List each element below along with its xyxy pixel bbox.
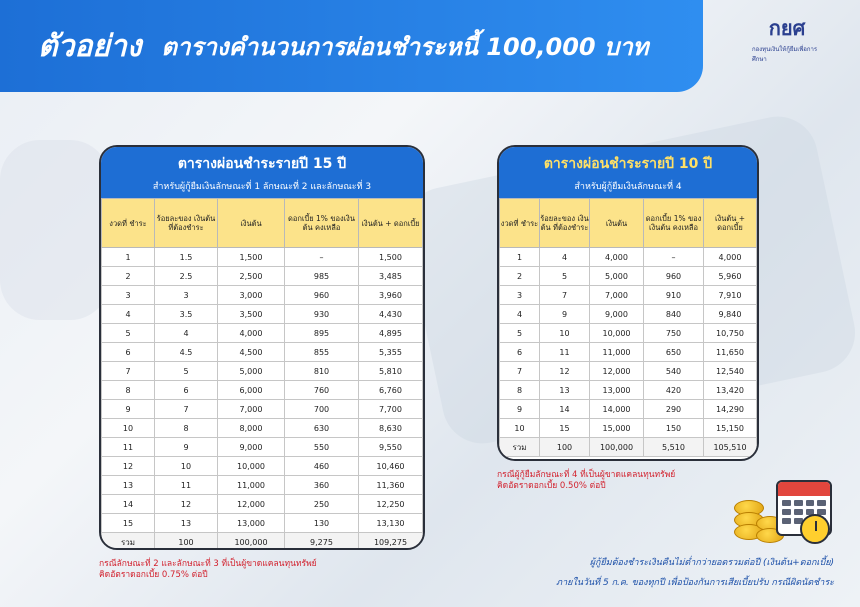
table-cell: 700 — [285, 400, 359, 419]
total-cell: รวม — [102, 533, 155, 551]
footer-line1: ผู้กู้ยืมต้องชำระเงินคืนไม่ต่ำกว่ายอดรวมต่อปี (เงินต้น+ดอกเบี้ย) — [589, 558, 834, 568]
table-cell: 10,000 — [218, 457, 285, 476]
table-15-note-line2: คิดอัตราดอกเบี้ย 0.75% ต่อปี — [99, 570, 208, 580]
table-cell: 460 — [285, 457, 359, 476]
table-cell: 15,000 — [590, 419, 644, 438]
logo-mark: กยศ — [768, 16, 806, 40]
table-cell: 14 — [540, 400, 590, 419]
table-cell: 4,500 — [218, 343, 285, 362]
table-row — [102, 438, 423, 457]
total-cell: 105,510 — [704, 438, 757, 457]
table-cell: 1 — [500, 248, 540, 267]
table-15-subtitle: สำหรับผู้กู้ยืมเงินลักษณะที่ 1 ลักษณะที่ 2 และลักษณะที่ 3 — [152, 182, 372, 192]
table-15-note — [99, 559, 317, 581]
table-cell: 9,550 — [359, 438, 423, 457]
table-cell: 5 — [102, 324, 155, 343]
table-cell: 12 — [155, 495, 218, 514]
table-10-note-line1: กรณีผู้กู้ยืมลักษณะที่ 4 ที่เป็นผู้ขาดแคลนทุนทรัพย์ — [497, 470, 676, 480]
table-row — [500, 362, 757, 381]
table-row — [500, 419, 757, 438]
clock-icon — [800, 514, 830, 544]
table-cell: 630 — [285, 419, 359, 438]
table-cell: 8,630 — [359, 419, 423, 438]
col-header-total: เงินต้น + ดอกเบี้ย — [704, 199, 757, 248]
table-10-years — [497, 145, 759, 461]
table-cell: 4,000 — [218, 324, 285, 343]
table-row — [102, 514, 423, 533]
table-cell: 13,420 — [704, 381, 757, 400]
table-cell: 10 — [102, 419, 155, 438]
table-cell: 11,650 — [704, 343, 757, 362]
table-cell: 7 — [500, 362, 540, 381]
table-15-title: ตารางผ่อนชำระรายปี 15 ปี — [177, 156, 347, 172]
table-cell: 3,500 — [218, 305, 285, 324]
table-cell: 11,000 — [590, 343, 644, 362]
table-cell: 6 — [102, 343, 155, 362]
table-cell: 4 — [540, 248, 590, 267]
table-cell: 750 — [644, 324, 704, 343]
table-row — [102, 457, 423, 476]
table-cell: 9 — [500, 400, 540, 419]
page-title: ตารางคำนวนการผ่อนชำระหนี้ 100,000 บาท — [161, 32, 649, 61]
table-15-note-line1: กรณีลักษณะที่ 2 และลักษณะที่ 3 ที่เป็นผู้ขาดแคลนทุนทรัพย์ — [99, 559, 317, 569]
table-cell: 11 — [102, 438, 155, 457]
table-row — [500, 324, 757, 343]
table-cell: 360 — [285, 476, 359, 495]
table-row — [102, 495, 423, 514]
table-cell: 9,000 — [590, 305, 644, 324]
table-row — [102, 267, 423, 286]
table-cell: 9 — [155, 438, 218, 457]
table-15-header — [101, 147, 423, 198]
total-cell: 5,510 — [644, 438, 704, 457]
table-cell: 960 — [285, 286, 359, 305]
footer-note — [556, 553, 834, 593]
table-cell: 13 — [540, 381, 590, 400]
background-hand-shape — [0, 140, 110, 320]
col-header-principal: เงินต้น — [218, 199, 285, 248]
col-header-installment: งวดที่ ชำระ — [102, 199, 155, 248]
table-cell: 14,000 — [590, 400, 644, 419]
table-row — [500, 305, 757, 324]
table-cell: 5,355 — [359, 343, 423, 362]
table-cell: 12,540 — [704, 362, 757, 381]
table-15-grid — [101, 198, 423, 550]
organization-logo — [752, 12, 822, 63]
table-10-note — [497, 470, 675, 492]
table-cell: 290 — [644, 400, 704, 419]
table-cell: 130 — [285, 514, 359, 533]
table-row — [102, 305, 423, 324]
footer-line2: ภายในวันที่ 5 ก.ค. ของทุกปี เพื่อป้องกันการเสียเบี้ยปรับ กรณีผิดนัดชำระ — [556, 578, 834, 588]
table-cell: – — [285, 248, 359, 267]
table-row — [102, 362, 423, 381]
table-10-grid — [499, 198, 757, 457]
table-cell: 4 — [102, 305, 155, 324]
table-cell: 13,000 — [590, 381, 644, 400]
table-cell: 5,960 — [704, 267, 757, 286]
table-cell: 855 — [285, 343, 359, 362]
table-cell: 3 — [500, 286, 540, 305]
table-cell: 9 — [102, 400, 155, 419]
table-cell: 10 — [500, 419, 540, 438]
table-cell: 3,960 — [359, 286, 423, 305]
table-cell: 5,810 — [359, 362, 423, 381]
col-header-interest: ดอกเบี้ย 1% ของเงินต้น คงเหลือ — [285, 199, 359, 248]
table-15-years — [99, 145, 425, 550]
table-total-row — [102, 533, 423, 551]
total-cell: 9,275 — [285, 533, 359, 551]
table-cell: 840 — [644, 305, 704, 324]
table-row — [500, 400, 757, 419]
table-cell: 4,000 — [590, 248, 644, 267]
table-cell: 10,460 — [359, 457, 423, 476]
table-cell: 5 — [500, 324, 540, 343]
table-cell: 7 — [540, 286, 590, 305]
table-cell: 12,000 — [218, 495, 285, 514]
table-cell: 6,760 — [359, 381, 423, 400]
table-cell: 2.5 — [155, 267, 218, 286]
table-cell: 7 — [155, 400, 218, 419]
table-cell: – — [644, 248, 704, 267]
col-header-installment: งวดที่ ชำระ — [500, 199, 540, 248]
table-row — [102, 476, 423, 495]
table-cell: 10 — [540, 324, 590, 343]
table-cell: 760 — [285, 381, 359, 400]
logo-subtext: กองทุนเงินให้กู้ยืมเพื่อการศึกษา — [752, 46, 818, 63]
col-header-principal: เงินต้น — [590, 199, 644, 248]
table-cell: 5,000 — [218, 362, 285, 381]
table-cell: 7,910 — [704, 286, 757, 305]
table-cell: 8,000 — [218, 419, 285, 438]
total-cell: 100,000 — [218, 533, 285, 551]
table-row — [102, 286, 423, 305]
table-cell: 12 — [102, 457, 155, 476]
table-cell: 1.5 — [155, 248, 218, 267]
total-cell: 100,000 — [590, 438, 644, 457]
table-10-title: ตารางผ่อนชำระรายปี 10 ปี — [543, 156, 713, 172]
total-cell: 100 — [540, 438, 590, 457]
table-10-note-line2: คิดอัตราดอกเบี้ย 0.50% ต่อปี — [497, 481, 606, 491]
table-cell: 11 — [155, 476, 218, 495]
table-row — [500, 381, 757, 400]
table-cell: 14,290 — [704, 400, 757, 419]
table-cell: 960 — [644, 267, 704, 286]
table-cell: 550 — [285, 438, 359, 457]
example-label: ตัวอย่าง — [38, 28, 142, 64]
table-cell: 3,000 — [218, 286, 285, 305]
table-cell: 2 — [500, 267, 540, 286]
table-cell: 9,840 — [704, 305, 757, 324]
table-row — [500, 286, 757, 305]
table-cell: 650 — [644, 343, 704, 362]
table-cell: 810 — [285, 362, 359, 381]
table-cell: 5 — [155, 362, 218, 381]
table-cell: 3 — [102, 286, 155, 305]
col-header-percent: ร้อยละของ เงินต้น ที่ต้องชำระ — [155, 199, 218, 248]
table-cell: 985 — [285, 267, 359, 286]
table-cell: 2,500 — [218, 267, 285, 286]
table-row — [500, 248, 757, 267]
table-cell: 1,500 — [359, 248, 423, 267]
total-cell: รวม — [500, 438, 540, 457]
table-cell: 7,000 — [590, 286, 644, 305]
table-cell: 5,000 — [590, 267, 644, 286]
table-cell: 15 — [540, 419, 590, 438]
table-row — [102, 400, 423, 419]
col-header-total: เงินต้น + ดอกเบี้ย — [359, 199, 423, 248]
table-cell: 7,700 — [359, 400, 423, 419]
table-cell: 540 — [644, 362, 704, 381]
table-cell: 12 — [540, 362, 590, 381]
table-cell: 14 — [102, 495, 155, 514]
table-cell: 8 — [102, 381, 155, 400]
table-cell: 10,750 — [704, 324, 757, 343]
table-cell: 11 — [540, 343, 590, 362]
table-10-subtitle: สำหรับผู้กู้ยืมเงินลักษณะที่ 4 — [574, 182, 682, 192]
col-header-percent: ร้อยละของ เงินต้น ที่ต้องชำระ — [540, 199, 590, 248]
table-cell: 9,000 — [218, 438, 285, 457]
table-cell: 8 — [155, 419, 218, 438]
table-cell: 13 — [155, 514, 218, 533]
table-cell: 1,500 — [218, 248, 285, 267]
table-cell: 10,000 — [590, 324, 644, 343]
table-cell: 7,000 — [218, 400, 285, 419]
table-row — [102, 419, 423, 438]
table-cell: 11,000 — [218, 476, 285, 495]
table-row — [500, 343, 757, 362]
table-10-header — [499, 147, 757, 198]
table-cell: 7 — [102, 362, 155, 381]
table-row — [102, 343, 423, 362]
table-cell: 930 — [285, 305, 359, 324]
table-cell: 4,895 — [359, 324, 423, 343]
table-cell: 4,000 — [704, 248, 757, 267]
table-cell: 250 — [285, 495, 359, 514]
total-cell: 109,275 — [359, 533, 423, 551]
table-cell: 11,360 — [359, 476, 423, 495]
table-cell: 10 — [155, 457, 218, 476]
table-cell: 4 — [500, 305, 540, 324]
total-cell: 100 — [155, 533, 218, 551]
table-cell: 12,000 — [590, 362, 644, 381]
table-cell: 3.5 — [155, 305, 218, 324]
table-cell: 4.5 — [155, 343, 218, 362]
table-cell: 6 — [500, 343, 540, 362]
table-row — [500, 267, 757, 286]
table-cell: 15 — [102, 514, 155, 533]
table-cell: 1 — [102, 248, 155, 267]
table-cell: 2 — [102, 267, 155, 286]
table-row — [102, 381, 423, 400]
table-cell: 4,430 — [359, 305, 423, 324]
table-cell: 9 — [540, 305, 590, 324]
table-cell: 13,000 — [218, 514, 285, 533]
title-banner — [0, 0, 703, 92]
table-cell: 150 — [644, 419, 704, 438]
table-total-row — [500, 438, 757, 457]
table-cell: 4 — [155, 324, 218, 343]
table-cell: 15,150 — [704, 419, 757, 438]
table-cell: 13 — [102, 476, 155, 495]
table-cell: 12,250 — [359, 495, 423, 514]
table-cell: 13,130 — [359, 514, 423, 533]
col-header-interest: ดอกเบี้ย 1% ของเงินต้น คงเหลือ — [644, 199, 704, 248]
table-cell: 910 — [644, 286, 704, 305]
table-row — [102, 248, 423, 267]
table-cell: 8 — [500, 381, 540, 400]
table-cell: 3 — [155, 286, 218, 305]
table-cell: 6,000 — [218, 381, 285, 400]
table-cell: 5 — [540, 267, 590, 286]
table-cell: 895 — [285, 324, 359, 343]
table-cell: 3,485 — [359, 267, 423, 286]
table-cell: 6 — [155, 381, 218, 400]
table-cell: 420 — [644, 381, 704, 400]
table-row — [102, 324, 423, 343]
